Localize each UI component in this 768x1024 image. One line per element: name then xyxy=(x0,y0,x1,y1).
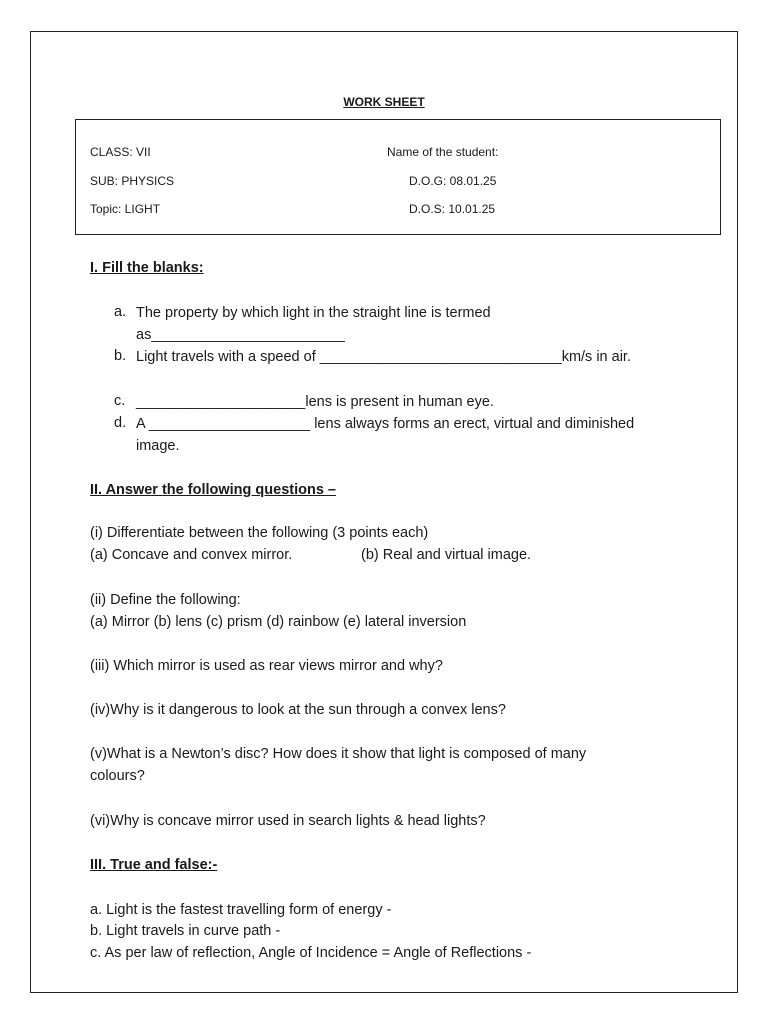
class-label: CLASS: VII xyxy=(90,145,151,159)
question-i-part-b: (b) Real and virtual image. xyxy=(361,547,532,563)
question-ii: (ii) Define the following: xyxy=(90,592,241,608)
section-heading-true-false: III. True and false:- xyxy=(90,857,218,873)
fill-blank-item: _____________________lens is present in human eye. xyxy=(136,394,494,410)
fill-blank-item: A ____________________ lens always forms an erect, virtual and diminished image. xyxy=(136,416,635,454)
question-v-continued: colours? xyxy=(90,768,145,784)
date-of-giving-label: D.O.G: 08.01.25 xyxy=(409,174,497,188)
topic-label: Topic: LIGHT xyxy=(90,202,161,216)
true-false-item: c. As per law of reflection, Angle of Incidence = Angle of Reflections - xyxy=(90,945,532,961)
item-marker: c. xyxy=(114,393,126,409)
question-v: (v)What is a Newton’s disc? How does it show that light is composed of many xyxy=(90,746,587,762)
question-ii-terms: (a) Mirror (b) lens (c) prism (d) rainbow (e) lateral inversion xyxy=(90,614,467,630)
true-false-item: b. Light travels in curve path - xyxy=(90,923,281,939)
date-of-submission-label: D.O.S: 10.01.25 xyxy=(409,202,496,216)
question-vi: (vi)Why is concave mirror used in search lights & head lights? xyxy=(90,813,486,829)
question-i: (i) Differentiate between the following (3 points each) xyxy=(90,525,429,541)
subject-label: SUB: PHYSICS xyxy=(90,174,175,188)
question-iv: (iv)Why is it dangerous to look at the sun through a convex lens? xyxy=(90,702,506,718)
item-marker: b. xyxy=(114,348,127,364)
item-marker: d. xyxy=(114,415,127,431)
student-name-label: Name of the student: xyxy=(387,145,499,159)
item-marker: a. xyxy=(114,304,127,320)
section-heading-fill-blanks: I. Fill the blanks: xyxy=(90,260,204,276)
question-iii: (iii) Which mirror is used as rear views mirror and why? xyxy=(90,658,443,674)
fill-blank-item: The property by which light in the straight line is termed as________________________ xyxy=(136,305,491,343)
fill-blank-item: Light travels with a speed of ______________________________km/s in air. xyxy=(136,349,631,365)
info-box xyxy=(75,119,721,235)
question-i-part-a: (a) Concave and convex mirror. xyxy=(90,547,293,563)
worksheet-title: WORK SHEET xyxy=(343,95,425,109)
true-false-item: a. Light is the fastest travelling form of energy - xyxy=(90,902,392,918)
section-heading-answer-questions: II. Answer the following questions – xyxy=(90,482,336,498)
